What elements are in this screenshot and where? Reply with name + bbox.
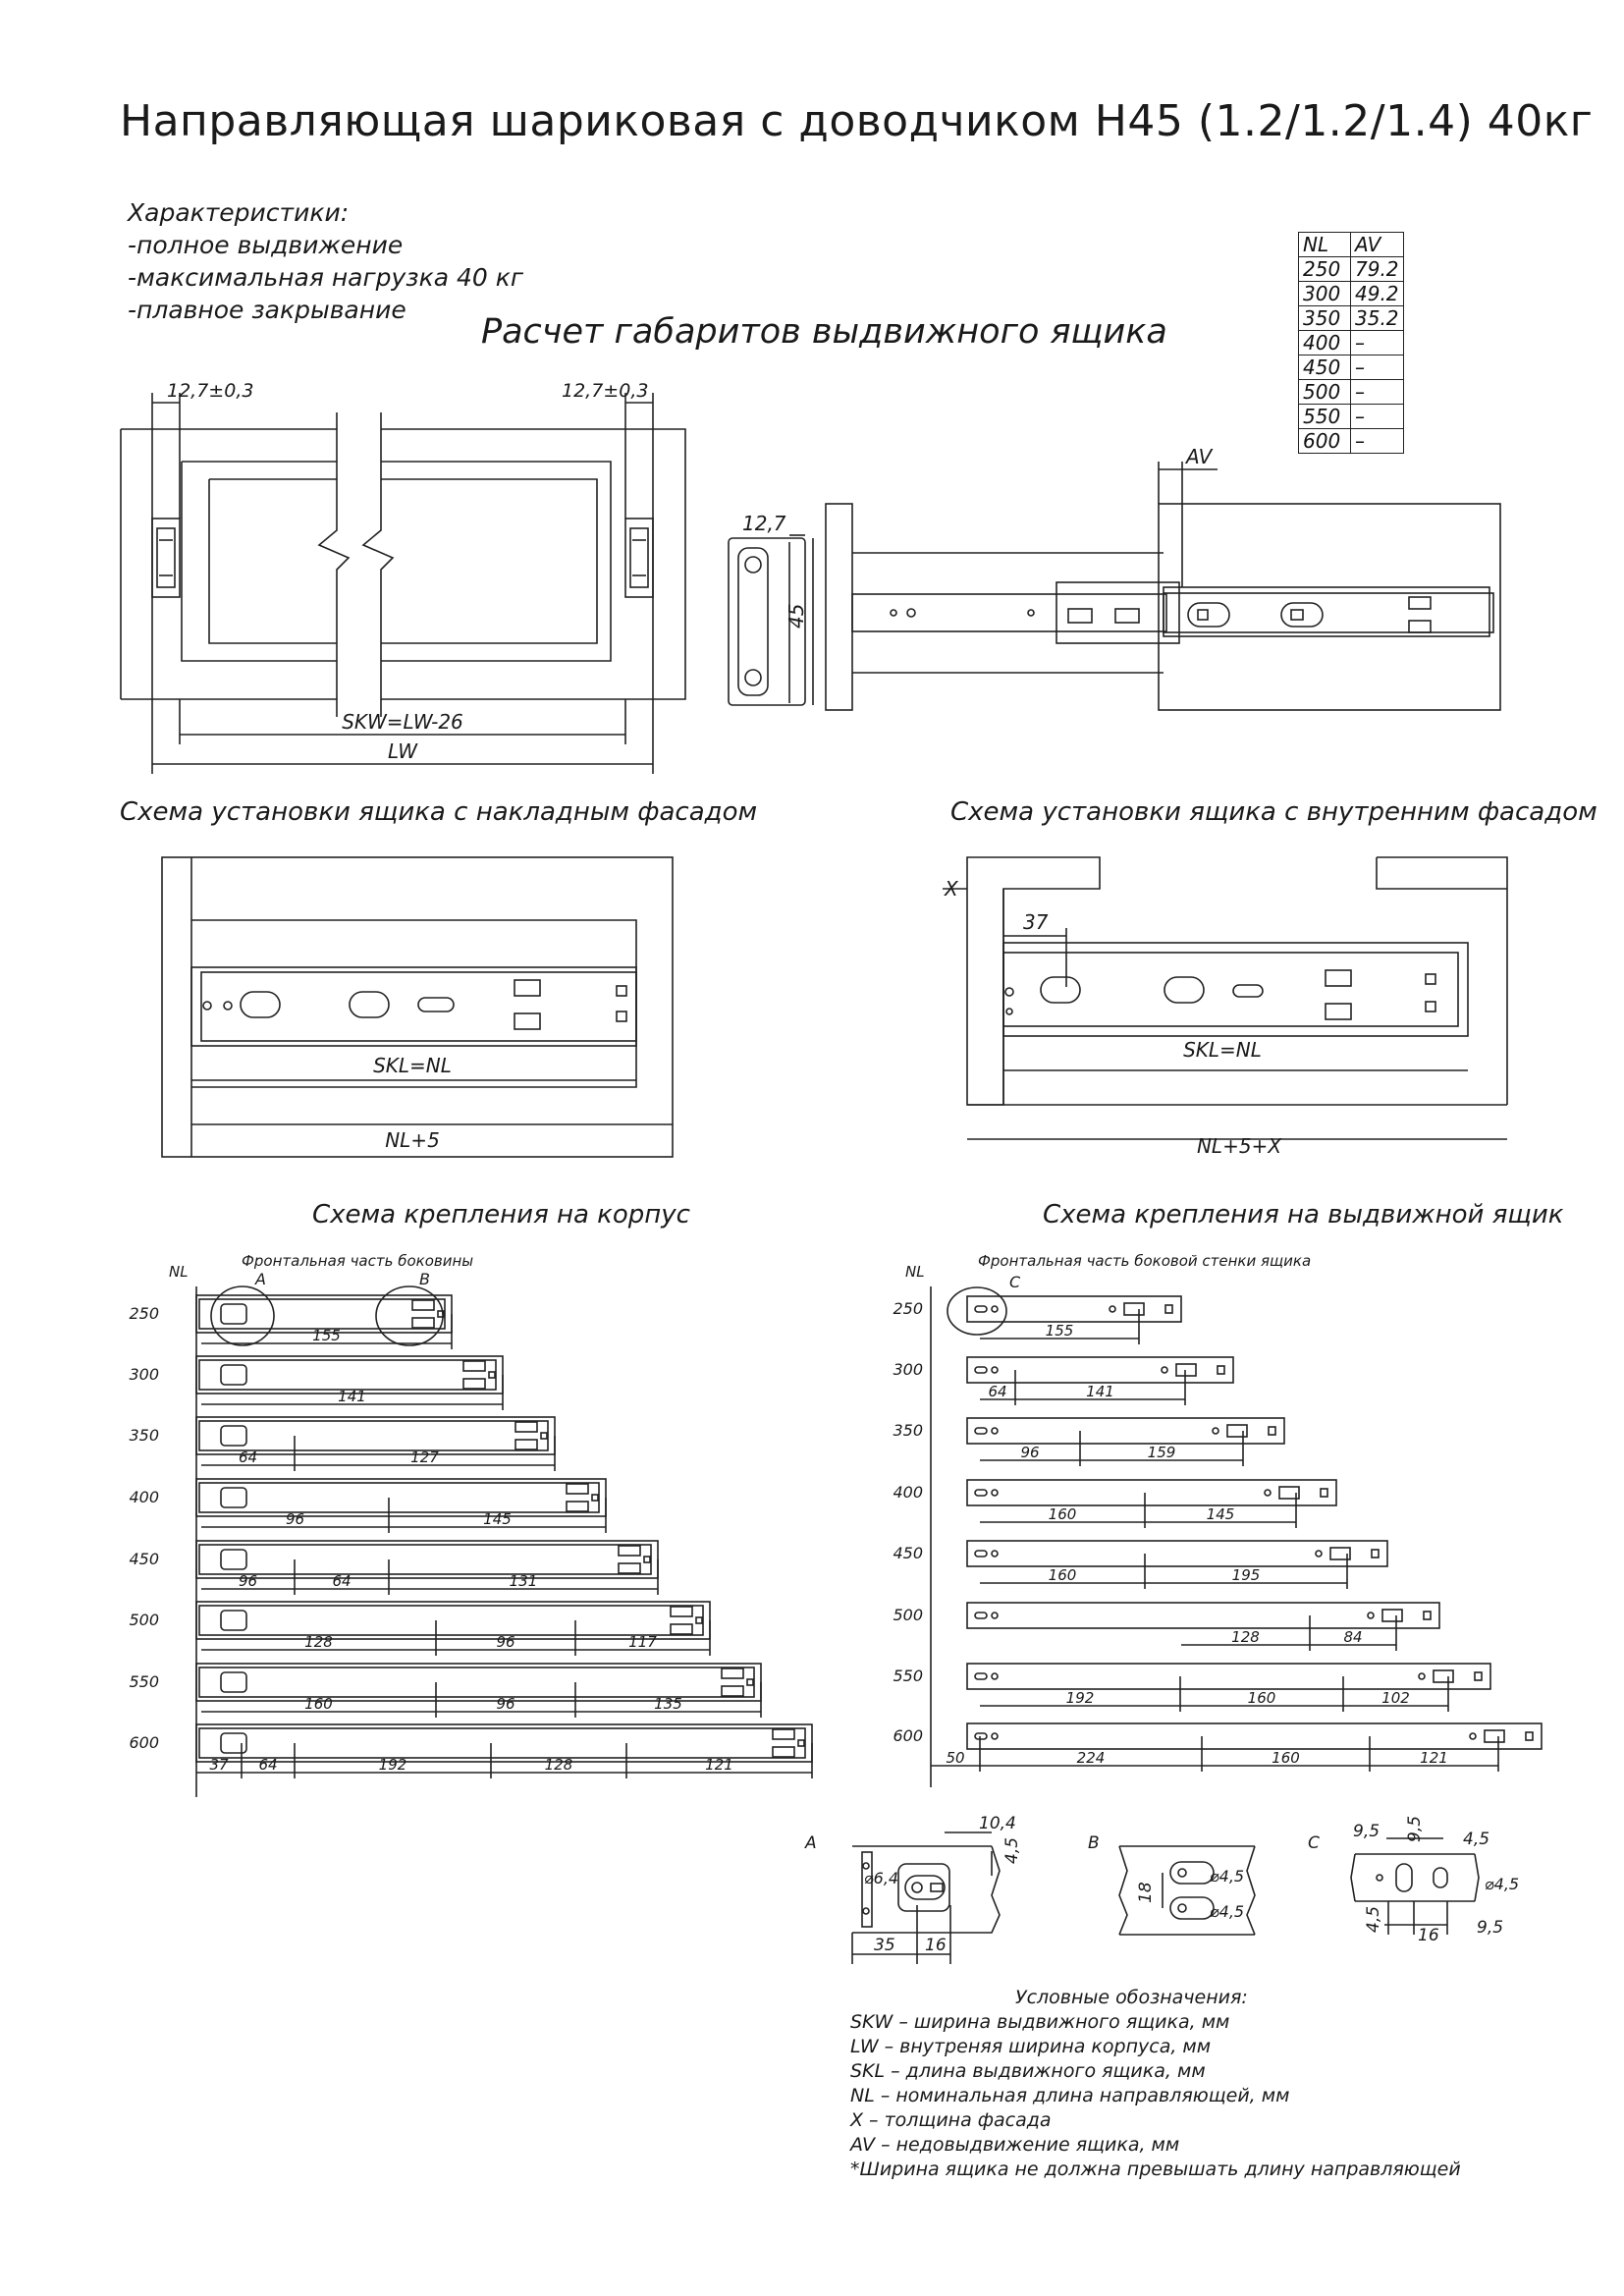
body-rail-latch — [773, 1729, 794, 1739]
body-row-nl: 400 — [129, 1488, 159, 1506]
body-rail-latch — [619, 1546, 640, 1556]
drawer-rail — [967, 1603, 1439, 1628]
body-dim-label: 131 — [509, 1572, 538, 1590]
body-front-label: Фронтальная часть боковины — [242, 1252, 474, 1270]
body-dim-label: 155 — [312, 1327, 341, 1344]
body-dim-label: 96 — [285, 1510, 305, 1528]
av-cell: 500 — [1299, 380, 1351, 405]
drawer-rail-slot — [975, 1367, 987, 1373]
body-dim-label: 96 — [496, 1633, 515, 1651]
legend-item: LW – внутреняя ширина корпуса, мм — [850, 2036, 1212, 2057]
body-rail-square — [696, 1617, 702, 1623]
body-dim-label: 64 — [238, 1449, 258, 1466]
drawer-rail — [967, 1296, 1181, 1322]
slide-profile-drawing — [729, 512, 813, 705]
body-rail-latch — [773, 1747, 794, 1757]
detail-c-d4: 4,5 — [1364, 1905, 1383, 1933]
drawer-nl-label: NL — [905, 1263, 925, 1281]
drawer-rail-square — [1424, 1612, 1431, 1619]
drawer-dim-label: 192 — [1065, 1689, 1095, 1707]
body-rail-latch — [671, 1607, 692, 1616]
body-dim-label: 96 — [496, 1695, 515, 1713]
body-rail-latch — [463, 1379, 485, 1389]
drawer-rail-slot — [975, 1733, 987, 1739]
drawer-rail-hole — [1162, 1367, 1167, 1373]
page-title: Направляющая шариковая с доводчиком H45 (1.2/1.2/1.4) 40кг — [120, 96, 1594, 146]
av-cell: 450 — [1299, 355, 1351, 380]
body-row-nl: 600 — [129, 1733, 159, 1752]
drawer-row-nl: 300 — [893, 1360, 923, 1379]
drawer-rail-square — [1321, 1489, 1327, 1497]
drawer-rail-hole — [1213, 1428, 1218, 1434]
drawer-row-nl: 350 — [893, 1421, 923, 1440]
drawer-row-nl: 600 — [893, 1726, 923, 1745]
body-mark-b: B — [419, 1270, 430, 1288]
drawer-rail-hole — [992, 1551, 998, 1557]
detail-a-hole: ⌀6,4 — [864, 1869, 899, 1887]
drawer-rail-window — [1176, 1364, 1196, 1376]
body-dim-label: 145 — [483, 1510, 512, 1528]
detail-a-d2: 4,5 — [1002, 1836, 1022, 1864]
dim-tol-right: 12,7±0,3 — [562, 380, 649, 402]
body-row-nl: 550 — [129, 1672, 159, 1691]
drawer-rail-hole — [992, 1673, 998, 1679]
detail-a-d4: 16 — [925, 1936, 947, 1955]
av-cell: 49.2 — [1351, 282, 1404, 306]
legend-item: NL – номинальная длина направляющей, мм — [850, 2085, 1290, 2106]
body-dim-label: 64 — [258, 1756, 278, 1774]
drawer-mark-c: C — [1009, 1273, 1021, 1291]
drawer-mount-drawing — [893, 1286, 1542, 1787]
drawer-rail-hole — [1110, 1306, 1115, 1312]
drawer-dim-label: 159 — [1147, 1444, 1176, 1461]
dim-tol-left: 12,7±0,3 — [167, 380, 254, 402]
av-cell: 300 — [1299, 282, 1351, 306]
drawer-rail — [967, 1480, 1336, 1505]
drawer-rail-slot — [975, 1490, 987, 1496]
body-rail-latch — [412, 1318, 434, 1328]
body-dim-label: 192 — [378, 1756, 407, 1774]
detail-c-d3: 4,5 — [1463, 1830, 1490, 1849]
drawer-rail-slot — [975, 1673, 987, 1679]
body-nl-label: NL — [169, 1263, 189, 1281]
drawer-rail-square — [1269, 1427, 1275, 1435]
body-rail-inner — [199, 1667, 754, 1697]
av-cell: 400 — [1299, 331, 1351, 355]
drawer-rail-hole — [992, 1490, 998, 1496]
detail-b-label: B — [1088, 1833, 1100, 1853]
drawer-rail — [967, 1664, 1490, 1689]
overlay-scheme-drawing — [162, 857, 673, 1157]
drawer-rail-hole — [1265, 1490, 1271, 1496]
dim-av: AV — [1186, 445, 1213, 468]
av-cell: – — [1351, 429, 1404, 454]
drawer-rail-hole — [992, 1733, 998, 1739]
body-rail-slot — [221, 1672, 246, 1692]
body-rail-latch — [722, 1686, 743, 1696]
drawer-dim-label: 96 — [1020, 1444, 1040, 1461]
detail-c-d1: 9,5 — [1353, 1822, 1380, 1841]
body-rail-latch — [515, 1422, 537, 1432]
body-rail-slot — [221, 1733, 246, 1753]
scheme-inner-title: Схема установки ящика с внутренним фасадом — [950, 797, 1597, 827]
drawer-dim-label: 145 — [1206, 1505, 1235, 1523]
drawer-rail-hole — [1368, 1613, 1374, 1618]
body-rail-inner — [199, 1483, 599, 1512]
characteristics-heading: Характеристики: — [128, 198, 350, 227]
body-dim-label: 160 — [304, 1695, 333, 1713]
drawer-dim-label: 141 — [1086, 1383, 1114, 1400]
drawer-rail — [967, 1418, 1284, 1444]
drawer-dim-label: 102 — [1381, 1689, 1410, 1707]
drawer-rail-hole — [1419, 1673, 1425, 1679]
drawer-dim-label: 121 — [1420, 1749, 1448, 1767]
detail-c-hole: ⌀4,5 — [1485, 1875, 1520, 1893]
body-mount-title: Схема крепления на корпус — [312, 1200, 690, 1230]
body-rail-square — [644, 1557, 650, 1562]
body-rail-square — [747, 1679, 753, 1685]
detail-a-d1: 10,4 — [979, 1814, 1016, 1833]
drawer-row-nl: 400 — [893, 1483, 923, 1502]
av-header-av: AV — [1351, 233, 1404, 257]
characteristic-item: -плавное закрывание — [128, 296, 406, 324]
body-rail-latch — [463, 1361, 485, 1371]
body-dim-label: 128 — [544, 1756, 573, 1774]
body-rail-square — [541, 1433, 547, 1439]
dim-x: X — [945, 877, 958, 901]
body-rail-latch — [412, 1300, 434, 1310]
drawer-rail-window — [1382, 1610, 1402, 1621]
detail-b-h1: ⌀4,5 — [1210, 1867, 1245, 1886]
body-rail-latch — [722, 1668, 743, 1678]
body-rail-latch — [567, 1502, 588, 1511]
body-rail-slot — [221, 1550, 246, 1569]
body-rail-latch — [567, 1484, 588, 1494]
dim-nl5x: NL+5+X — [1196, 1134, 1282, 1158]
dim-45: 45 — [785, 603, 808, 629]
inner-scheme-drawing — [943, 857, 1507, 1139]
legend-item: SKW – ширина выдвижного ящика, мм — [850, 2011, 1230, 2033]
detail-c-d2: 9,5 — [1405, 1815, 1425, 1842]
drawer-rail-hole — [992, 1613, 998, 1618]
drawer-dim-label: 128 — [1231, 1628, 1260, 1646]
drawer-rail-slot — [975, 1551, 987, 1557]
drawer-dim-label: 160 — [1048, 1505, 1077, 1523]
drawer-dim-label: 160 — [1247, 1689, 1276, 1707]
drawer-front-label: Фронтальная часть боковой стенки ящика — [978, 1252, 1312, 1270]
body-dim-label: 64 — [332, 1572, 352, 1590]
drawer-rail — [967, 1723, 1542, 1749]
av-cell: 550 — [1299, 405, 1351, 429]
drawer-rail-hole — [992, 1428, 998, 1434]
drawer-dim-label: 84 — [1343, 1628, 1363, 1646]
body-rail-inner — [199, 1606, 703, 1635]
body-rail-slot — [221, 1488, 246, 1507]
av-cell: – — [1351, 331, 1404, 355]
body-rail-latch — [515, 1440, 537, 1449]
characteristic-item: -максимальная нагрузка 40 кг — [128, 263, 523, 292]
body-row-nl: 350 — [129, 1426, 159, 1445]
legend-item: SKL – длина выдвижного ящика, мм — [850, 2060, 1206, 2082]
drawer-dim-label: 160 — [1048, 1566, 1077, 1584]
body-rail-square — [798, 1740, 804, 1746]
body-rail-inner — [199, 1545, 651, 1574]
dim-skl-overlay: SKL=NL — [373, 1054, 452, 1077]
drawer-rail-window — [1434, 1670, 1453, 1682]
body-dim-label: 117 — [628, 1633, 657, 1651]
body-row-nl: 300 — [129, 1365, 159, 1384]
legend-item: *Ширина ящика не должна превышать длину направляющей — [850, 2159, 1461, 2180]
drawer-rail-slot — [975, 1613, 987, 1618]
drawer-row-nl: 450 — [893, 1544, 923, 1562]
drawer-rail-hole — [1316, 1551, 1322, 1557]
drawer-rail-hole — [1470, 1733, 1476, 1739]
body-dim-label: 96 — [238, 1572, 258, 1590]
body-mount-drawing — [129, 1286, 812, 1797]
body-rail-inner — [199, 1728, 805, 1758]
detail-c-d5: 16 — [1418, 1926, 1439, 1945]
body-rail — [196, 1479, 606, 1516]
detail-c-label: C — [1308, 1833, 1320, 1853]
detail-a-label: A — [805, 1833, 817, 1853]
body-rail-slot — [221, 1365, 246, 1385]
drawer-rail-square — [1475, 1672, 1482, 1680]
legend-item: AV – недовыдвижение ящика, мм — [850, 2134, 1180, 2156]
drawer-rail — [967, 1357, 1233, 1383]
drawer-rail-square — [1165, 1305, 1172, 1313]
drawer-rail-window — [1485, 1730, 1504, 1742]
body-rail-latch — [671, 1624, 692, 1634]
dim-37: 37 — [1023, 910, 1049, 934]
drawer-dim-label: 195 — [1231, 1566, 1261, 1584]
body-dim-label: 141 — [338, 1388, 366, 1405]
body-rail-inner — [199, 1421, 548, 1450]
body-dim-label: 121 — [705, 1756, 733, 1774]
av-header-nl: NL — [1299, 233, 1351, 257]
dim-lw: LW — [387, 739, 418, 763]
drawer-dim-label: 50 — [946, 1749, 965, 1767]
drawer-rail-square — [1372, 1550, 1379, 1558]
av-cell: 600 — [1299, 429, 1351, 454]
legend-heading: Условные обозначения: — [1015, 1987, 1248, 2008]
body-row-nl: 250 — [129, 1304, 159, 1323]
drawer-rail-square — [1526, 1732, 1533, 1740]
drawer-rail-hole — [992, 1367, 998, 1373]
dim-skw: SKW=LW-26 — [342, 710, 463, 734]
body-row-nl: 500 — [129, 1611, 159, 1629]
detail-b-h2: ⌀4,5 — [1210, 1902, 1245, 1921]
legend — [850, 1986, 1461, 2182]
av-cell: – — [1351, 355, 1404, 380]
body-rail-square — [592, 1495, 598, 1501]
body-rail — [196, 1541, 658, 1578]
body-rail-slot — [221, 1611, 246, 1630]
drawer-row-nl: 550 — [893, 1667, 923, 1685]
body-rail-latch — [619, 1563, 640, 1573]
body-row-nl: 450 — [129, 1550, 159, 1568]
drawer-dim-label: 64 — [988, 1383, 1007, 1400]
dim-nl5: NL+5 — [385, 1128, 440, 1152]
calc-title: Расчет габаритов выдвижного ящика — [481, 312, 1167, 352]
av-cell: 35.2 — [1351, 306, 1404, 331]
body-dim-label: 127 — [410, 1449, 439, 1466]
drawer-mount-title: Схема крепления на выдвижной ящик — [1043, 1200, 1564, 1230]
body-rail-slot — [221, 1426, 246, 1446]
scheme-overlay-title: Схема установки ящика с накладным фасадом — [120, 797, 758, 827]
body-rail-square — [489, 1372, 495, 1378]
legend-item: X – толщина фасада — [850, 2109, 1052, 2131]
slide-extended-drawing — [826, 445, 1500, 710]
body-mark-a: A — [255, 1270, 266, 1288]
av-cell: 350 — [1299, 306, 1351, 331]
drawer-rail-window — [1227, 1425, 1247, 1437]
drawer-dim-label: 224 — [1076, 1749, 1106, 1767]
av-cell: – — [1351, 405, 1404, 429]
av-cell: 79.2 — [1351, 257, 1404, 282]
drawer-rail-window — [1124, 1303, 1144, 1315]
av-cell: 250 — [1299, 257, 1351, 282]
body-dim-label: 37 — [209, 1756, 229, 1774]
drawer-rail-slot — [975, 1428, 987, 1434]
dim-127: 12,7 — [742, 512, 786, 535]
detail-c-d6: 9,5 — [1477, 1918, 1504, 1938]
drawer-dim-label: 160 — [1272, 1749, 1300, 1767]
drawer-row-nl: 250 — [893, 1299, 923, 1318]
body-dim-label: 128 — [304, 1633, 333, 1651]
drawer-rail — [967, 1541, 1387, 1566]
drawer-rail-slot — [975, 1306, 987, 1312]
body-rail-slot — [221, 1304, 246, 1324]
detail-a-d3: 35 — [874, 1936, 895, 1955]
body-dim-label: 135 — [654, 1695, 682, 1713]
drawer-rail-square — [1218, 1366, 1224, 1374]
drawer-dim-label: 155 — [1045, 1322, 1074, 1339]
drawer-row-nl: 500 — [893, 1606, 923, 1624]
drawer-rail-hole — [992, 1306, 998, 1312]
av-cell: – — [1351, 380, 1404, 405]
detail-b-d1: 18 — [1136, 1882, 1156, 1903]
dim-skl-inner: SKL=NL — [1183, 1038, 1262, 1062]
characteristic-item: -полное выдвижение — [128, 231, 404, 259]
